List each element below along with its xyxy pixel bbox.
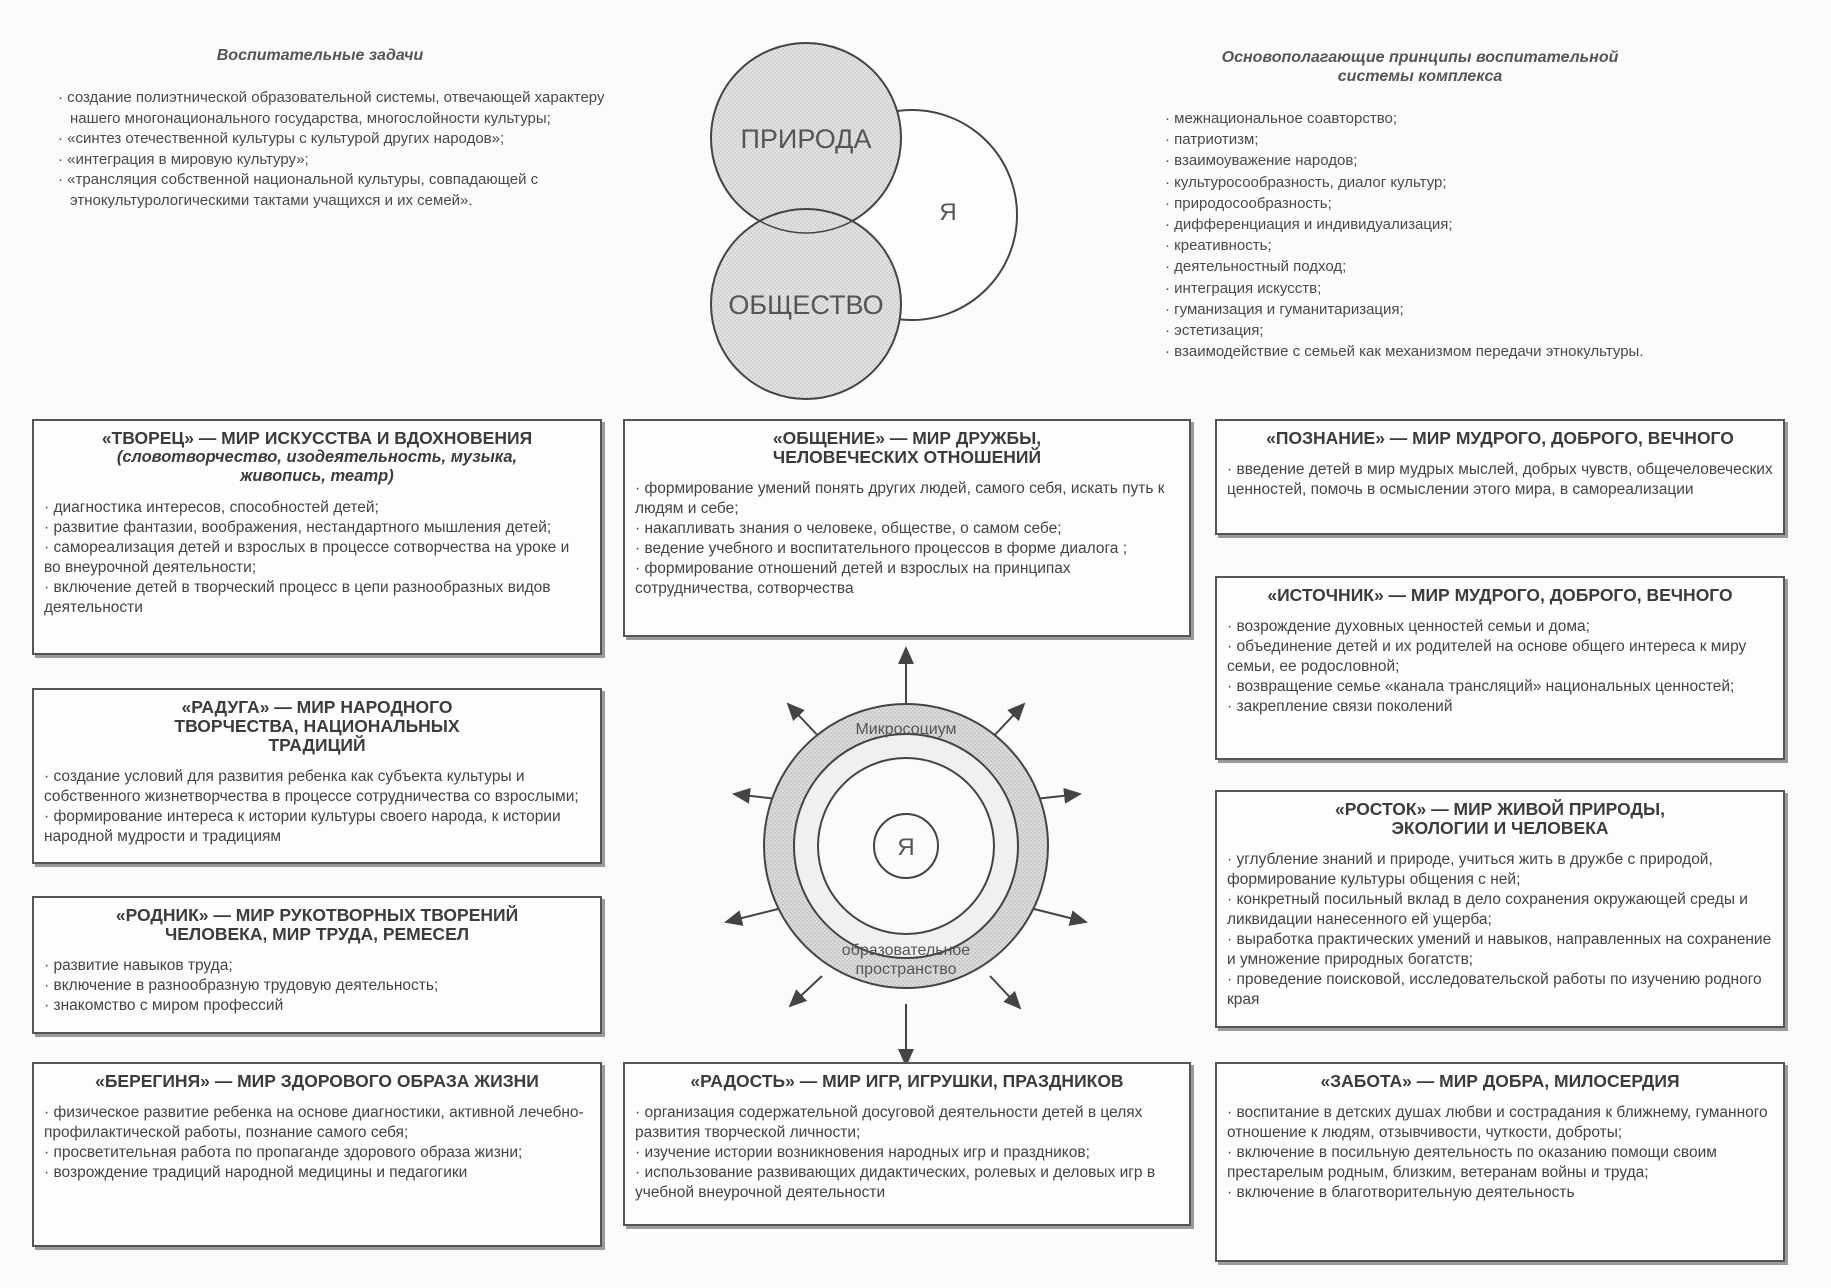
list-item: · культуросообразность, диалог культур; — [1165, 172, 1685, 193]
box-title: «ОБЩЕНИЕ» — МИР ДРУЖБЫ, ЧЕЛОВЕЧЕСКИХ ОТНОШЕНИЙ — [772, 428, 1042, 467]
rodnik-box — [32, 896, 602, 1034]
box-items — [1227, 460, 1773, 500]
box-title: «ТВОРЕЦ» — МИР ИСКУССТВА И ВДОХНОВЕНИЯ — [101, 428, 533, 448]
list-item: · воспитание в детских душах любви и сострадания к ближнему, гуманного отношение к людям, отзывчивости, чуткости, доброты; — [1227, 1103, 1773, 1143]
list-item: · конкретный посильный вклад в дело сохранения окружающей среды и ликвидации нанесенного ей ущерба; — [1227, 890, 1773, 930]
edu-space-label-1: образовательное — [841, 942, 971, 959]
list-item: · деятельностный подход; — [1165, 256, 1685, 277]
list-item: · дифференциация и индивидуализация; — [1165, 214, 1685, 235]
list-item: · формирование отношений детей и взрослых на принципах сотрудничества, сотворчества — [635, 559, 1179, 599]
tvorets-box — [32, 419, 602, 655]
rostok-box — [1215, 790, 1785, 1028]
venn-diagram — [690, 40, 1050, 410]
society-label: ОБЩЕСТВО — [728, 290, 884, 320]
edu-space-label-2: пространство — [855, 961, 957, 978]
list-item: · развитие фантазии, воображения, нестандартного мышления детей; — [44, 518, 590, 538]
upbringing-tasks-heading: Воспитательные задачи — [216, 47, 424, 64]
list-item: · накапливать знания о человеке, обществе, о самом себе; — [635, 519, 1179, 539]
list-item: · взаимодействие с семьей как механизмом передачи этнокультуры. — [1165, 341, 1685, 362]
box-title: «ПОЗНАНИЕ» — МИР МУДРОГО, ДОБРОГО, ВЕЧНОГО — [1266, 428, 1734, 448]
list-item: · «трансляция собственной национальной культуры, совпадающей с этнокультурологическими тактами учащихся и их семей». — [58, 170, 613, 211]
self-label: Я — [897, 834, 915, 861]
list-item: · возрождение духовных ценностей семьи и дома; — [1227, 617, 1773, 637]
list-item: · взаимоуважение народов; — [1165, 150, 1685, 171]
box-items — [1227, 850, 1773, 1010]
istochnik-box — [1215, 576, 1785, 760]
list-item: · организация содержательной досуговой деятельности детей в целях развития творческой личности; — [635, 1103, 1179, 1143]
list-item: · закрепление связи поколений — [1227, 697, 1773, 717]
box-items — [635, 479, 1179, 599]
list-item: · гуманизация и гуманитаризация; — [1165, 299, 1685, 320]
self-label: Я — [939, 199, 957, 226]
list-item: · «интеграция в мировую культуру»; — [58, 150, 613, 171]
arrow-left-lower — [726, 908, 782, 922]
box-items — [1227, 1103, 1773, 1203]
principles-heading: Основополагающие принципы воспитательной системы комплекса — [1221, 49, 1619, 85]
radost-box — [623, 1062, 1191, 1226]
rings-diagram — [690, 640, 1130, 1080]
list-item: · включение в разнообразную трудовую деятельность; — [44, 976, 590, 996]
list-item: · эстетизация; — [1165, 320, 1685, 341]
arrow-right-lower — [1030, 908, 1086, 922]
list-item: · креативность; — [1165, 235, 1685, 256]
list-item: · просветительная работа по пропаганде здорового образа жизни; — [44, 1143, 590, 1163]
box-items — [44, 767, 590, 847]
box-title: «РОСТОК» — МИР ЖИВОЙ ПРИРОДЫ, ЭКОЛОГИИ И ЧЕЛОВЕКА — [1335, 799, 1665, 838]
box-items — [635, 1103, 1179, 1203]
list-item: · выработка практических умений и навыков, направленных на сохранение и умножение природных богатств; — [1227, 930, 1773, 970]
list-item: · межнациональное соавторство; — [1165, 108, 1685, 129]
nature-label: ПРИРОДА — [740, 124, 872, 154]
list-item: · включение в благотворительную деятельность — [1227, 1183, 1773, 1203]
list-item: · проведение поисковой, исследовательской работы по изучению родного края — [1227, 970, 1773, 1010]
arrow-lower-left — [790, 976, 822, 1006]
list-item: · формирование интереса к истории культуры своего народа, к истории народной мудрости и традициям — [44, 807, 590, 847]
box-title: «РАДУГА» — МИР НАРОДНОГО ТВОРЧЕСТВА, НАЦИОНАЛЬНЫХ ТРАДИЦИЙ — [174, 697, 460, 755]
principles-list — [1165, 108, 1685, 362]
box-title: «БЕРЕГИНЯ» — МИР ЗДОРОВОГО ОБРАЗА ЖИЗНИ — [95, 1071, 539, 1091]
list-item: · патриотизм; — [1165, 129, 1685, 150]
box-title: «РАДОСТЬ» — МИР ИГР, ИГРУШКИ, ПРАЗДНИКОВ — [690, 1071, 1124, 1091]
list-item: · возрождение традиций народной медицины и педагогики — [44, 1163, 590, 1183]
upbringing-tasks-list — [58, 88, 613, 211]
list-item: · развитие навыков труда; — [44, 956, 590, 976]
list-item: · введение детей в мир мудрых мыслей, добрых чувств, общечеловеческих ценностей, помочь в осмыслении этого мира, в самореализации — [1227, 460, 1773, 500]
list-item: · природосообразность; — [1165, 193, 1685, 214]
list-item: · включение в посильную деятельность по оказанию помощи своим престарелым родным, близким, ветеранам войны и труда; — [1227, 1143, 1773, 1183]
box-items — [44, 956, 590, 1016]
list-item: · формирование умений понять других людей, самого себя, искать путь к людям и себе; — [635, 479, 1179, 519]
box-title: «ЗАБОТА» — МИР ДОБРА, МИЛОСЕРДИЯ — [1320, 1071, 1680, 1091]
list-item: · объединение детей и их родителей на основе общего интереса к миру семьи, ее родословной; — [1227, 637, 1773, 677]
bereginya-box — [32, 1062, 602, 1247]
list-item: · интеграция искусств; — [1165, 278, 1685, 299]
list-item: · физическое развитие ребенка на основе диагностики, активной лечебно-профилактической работы, познание самого себя; — [44, 1103, 590, 1143]
list-item: · включение детей в творческий процесс в цепи разнообразных видов деятельности — [44, 578, 590, 618]
box-title: «РОДНИК» — МИР РУКОТВОРНЫХ ТВОРЕНИЙ ЧЕЛОВЕКА, МИР ТРУДА, РЕМЕСЕЛ — [115, 905, 519, 944]
list-item: · знакомство с миром профессий — [44, 996, 590, 1016]
list-item: · самореализация детей и взрослых в процессе сотворчества на уроке и во внеурочной деятельности; — [44, 538, 590, 578]
list-item: · ведение учебного и воспитательного процессов в форме диалога ; — [635, 539, 1179, 559]
list-item: · создание полиэтнической образовательной системы, отвечающей характеру нашего многонационального государства, многослойности культуры; — [58, 88, 613, 129]
list-item: · возвращение семье «канала трансляций» национальных ценностей; — [1227, 677, 1773, 697]
box-items — [1227, 617, 1773, 717]
list-item: · углубление знаний и природе, учиться жить в дружбе с природой, формирование культуры общения с ней; — [1227, 850, 1773, 890]
zabota-box — [1215, 1062, 1785, 1262]
list-item: · создание условий для развития ребенка как субъекта культуры и собственного жизнетворчества в процессе сотрудничества со взрослыми; — [44, 767, 590, 807]
list-item: · использование развивающих дидактических, ролевых и деловых игр в учебной внеурочной деятельности — [635, 1163, 1179, 1203]
box-subtitle: (словотворчество, изодеятельность, музыка, живопись, театр) — [116, 448, 518, 485]
raduga-box — [32, 688, 602, 864]
box-items — [44, 1103, 590, 1183]
box-items — [44, 498, 590, 618]
list-item: · диагностика интересов, способностей детей; — [44, 498, 590, 518]
list-item: · «синтез отечественной культуры с культурой других народов»; — [58, 129, 613, 150]
list-item: · изучение истории возникновения народных игр и праздников; — [635, 1143, 1179, 1163]
box-title: «ИСТОЧНИК» — МИР МУДРОГО, ДОБРОГО, ВЕЧНОГО — [1267, 585, 1733, 605]
poznanie-box — [1215, 419, 1785, 535]
microsocium-label: Микросоциум — [855, 721, 957, 738]
obshchenie-box — [623, 419, 1191, 637]
arrow-lower-right — [990, 976, 1020, 1008]
